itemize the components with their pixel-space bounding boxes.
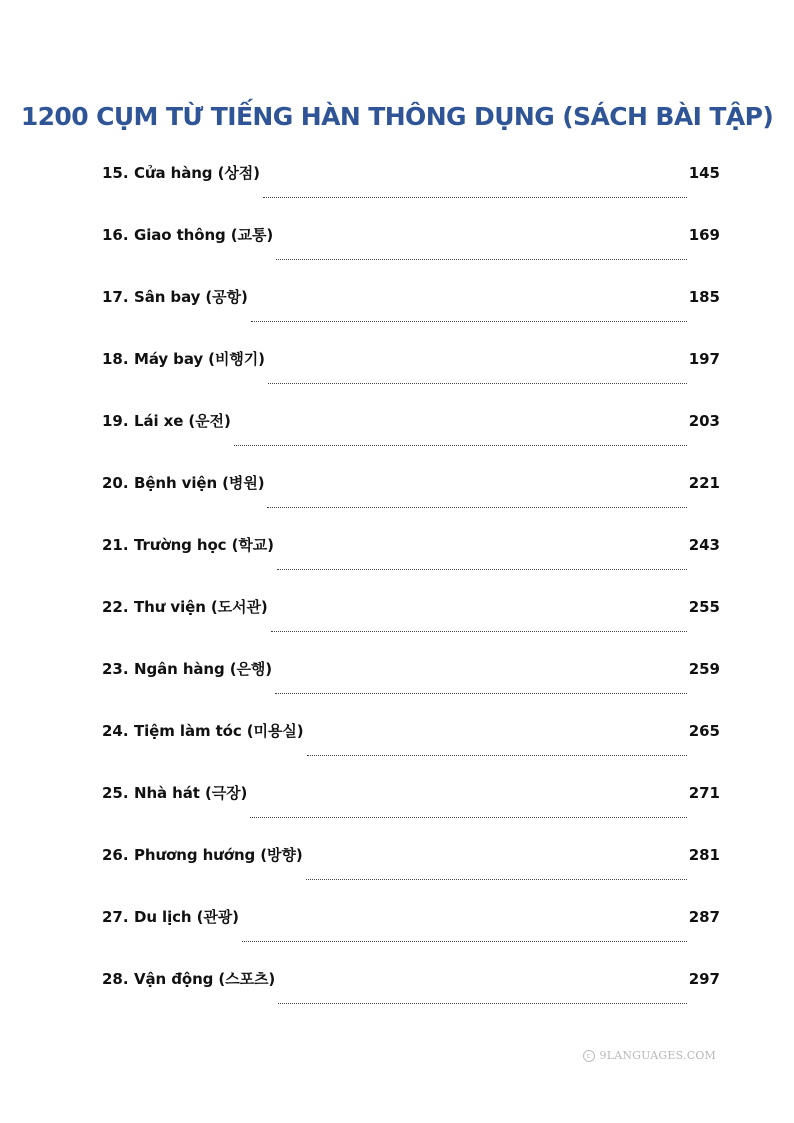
toc-entry-label: Du lịch (관광) xyxy=(134,908,239,926)
dot-leader xyxy=(271,631,687,632)
dot-leader xyxy=(307,755,687,756)
footer-watermark xyxy=(583,1049,717,1062)
toc-entry-label: Thư viện (도서관) xyxy=(134,598,268,616)
toc-entry[interactable] xyxy=(102,654,720,716)
toc-entry-number: 19. xyxy=(102,412,129,430)
dot-leader xyxy=(268,383,687,384)
toc-entry-label: Sân bay (공항) xyxy=(134,288,248,306)
toc-entry[interactable] xyxy=(102,406,720,468)
toc-entry-label: Phương hướng (방향) xyxy=(134,846,303,864)
toc-entry[interactable] xyxy=(102,592,720,654)
toc-entry-number: 27. xyxy=(102,908,129,926)
toc-entry-label: Cửa hàng (상점) xyxy=(134,164,260,182)
toc-entry-number: 17. xyxy=(102,288,129,306)
toc-entry-label: Ngân hàng (은행) xyxy=(134,660,273,678)
toc-entry-page: 243 xyxy=(688,536,720,554)
toc-entry-page: 265 xyxy=(688,722,720,740)
toc-entry[interactable] xyxy=(102,158,720,220)
toc-entry-number: 15. xyxy=(102,164,129,182)
toc-entry[interactable] xyxy=(102,964,720,1026)
dot-leader xyxy=(242,941,687,942)
toc-entry-number: 21. xyxy=(102,536,129,554)
dot-leader xyxy=(234,445,687,446)
toc-entry-page: 297 xyxy=(688,970,720,988)
toc-entry-page: 169 xyxy=(688,226,720,244)
dot-leader xyxy=(276,259,687,260)
toc-entry-label: Bệnh viện (병원) xyxy=(134,474,265,492)
toc-entry-number: 28. xyxy=(102,970,129,988)
toc-entry-number: 20. xyxy=(102,474,129,492)
toc-entry-number: 25. xyxy=(102,784,129,802)
toc-entry-number: 26. xyxy=(102,846,129,864)
toc-entry-page: 271 xyxy=(688,784,720,802)
toc-entry[interactable] xyxy=(102,778,720,840)
dot-leader xyxy=(251,321,687,322)
toc-entry-number: 24. xyxy=(102,722,129,740)
toc-entry-page: 185 xyxy=(688,288,720,306)
document-title: 1200 CỤM TỪ TIẾNG HÀN THÔNG DỤNG (SÁCH BÀI TẬP) xyxy=(20,101,774,131)
toc-entry-label: Máy bay (비행기) xyxy=(134,350,265,368)
toc-entry-label: Nhà hát (극장) xyxy=(134,784,248,802)
toc-entry-number: 23. xyxy=(102,660,129,678)
toc-entry-label: Giao thông (교통) xyxy=(134,226,274,244)
dot-leader xyxy=(278,1003,687,1004)
toc-entry[interactable] xyxy=(102,840,720,902)
dot-leader xyxy=(306,879,687,880)
toc-entry[interactable] xyxy=(102,530,720,592)
toc-entry-label: Tiệm làm tóc (미용실) xyxy=(134,722,304,740)
toc-entry-page: 145 xyxy=(688,164,720,182)
toc-entry-number: 16. xyxy=(102,226,129,244)
toc-entry-label: Lái xe (운전) xyxy=(134,412,231,430)
toc-entry[interactable] xyxy=(102,468,720,530)
toc-entry-number: 18. xyxy=(102,350,129,368)
toc-entry[interactable] xyxy=(102,902,720,964)
dot-leader xyxy=(277,569,687,570)
toc-entry-number: 22. xyxy=(102,598,129,616)
dot-leader xyxy=(267,507,686,508)
dot-leader xyxy=(263,197,687,198)
dot-leader xyxy=(275,693,687,694)
toc-entry[interactable] xyxy=(102,716,720,778)
toc-entry-page: 221 xyxy=(688,474,720,492)
copyright-icon: c xyxy=(583,1050,595,1062)
toc-entry-page: 259 xyxy=(688,660,720,678)
table-of-contents xyxy=(102,158,720,1026)
watermark-text: 9LANGUAGES.COM xyxy=(599,1049,716,1062)
dot-leader xyxy=(250,817,686,818)
toc-entry-page: 281 xyxy=(688,846,720,864)
toc-entry-label: Trường học (학교) xyxy=(134,536,274,554)
toc-entry-page: 287 xyxy=(688,908,720,926)
toc-entry[interactable] xyxy=(102,282,720,344)
toc-entry-page: 255 xyxy=(688,598,720,616)
toc-entry-page: 197 xyxy=(688,350,720,368)
toc-entry[interactable] xyxy=(102,220,720,282)
toc-entry-page: 203 xyxy=(688,412,720,430)
toc-entry-label: Vận động (스포츠) xyxy=(134,970,276,988)
toc-entry[interactable] xyxy=(102,344,720,406)
